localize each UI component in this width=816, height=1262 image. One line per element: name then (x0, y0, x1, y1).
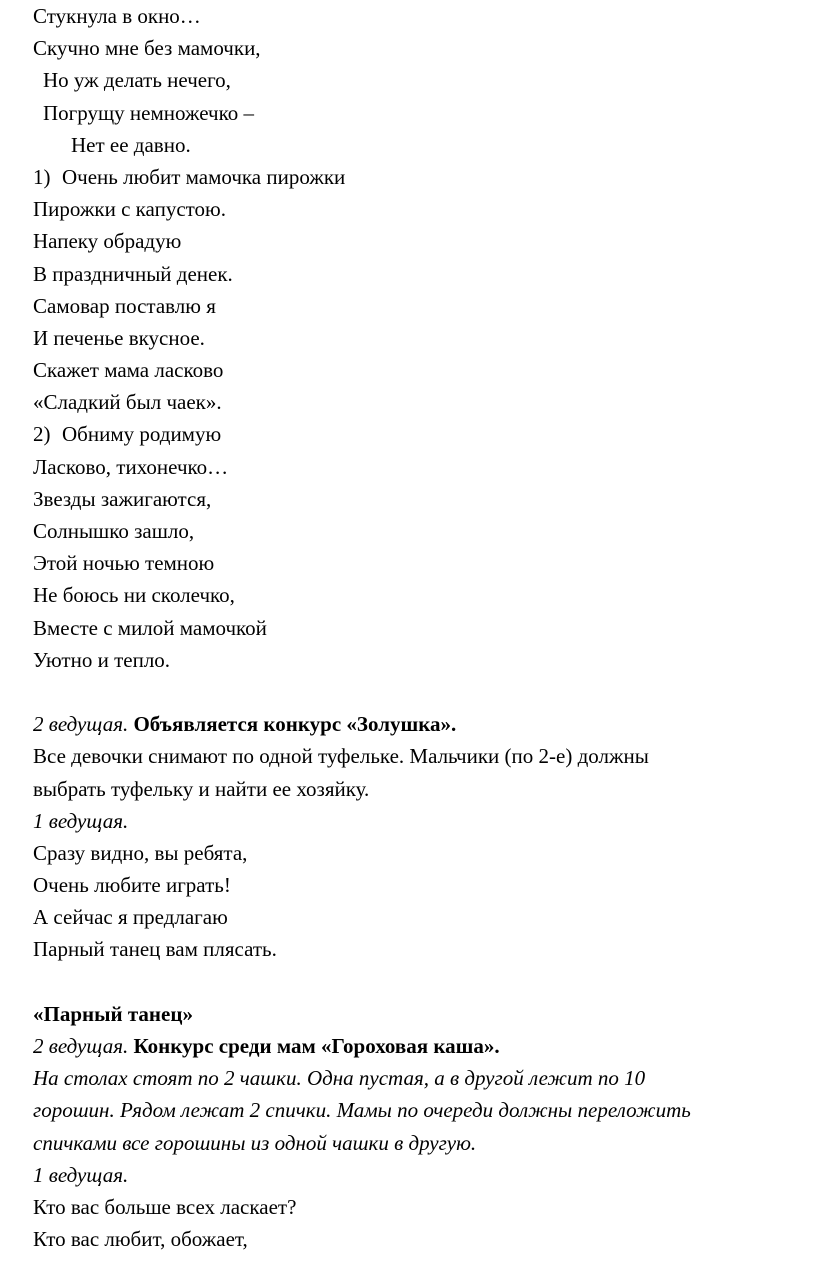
poem-line: Сразу видно, вы ребята, (33, 840, 248, 865)
blank-line (33, 966, 803, 998)
poem-line: И печенье вкусное. (33, 325, 205, 350)
document-page (33, 0, 803, 1255)
poem-line: Но уж делать нечего, (43, 68, 231, 93)
poem-line: Кто вас больше всех ласкает? (33, 1194, 297, 1219)
verse-first-line (33, 161, 803, 193)
contest-title: Объявляется конкурс «Золушка». (133, 712, 457, 737)
poem-line: Вместе с милой мамочкой (33, 615, 267, 640)
verse-first-text: Очень любит мамочка пирожки (62, 164, 346, 189)
poem-line: Не боюсь ни сколечко, (33, 583, 235, 608)
poem-line: Очень любите играть! (33, 873, 231, 898)
poem-line: Этой ночью темною (33, 551, 215, 576)
stanza-top (33, 0, 803, 161)
contest-title: Конкурс среди мам «Гороховая каша». (133, 1034, 500, 1058)
contest-heading (33, 708, 803, 740)
poem-line: Скажет мама ласково (33, 358, 224, 383)
dance-title: «Парный танец» (33, 1001, 193, 1026)
poem-line: Напеку обрадую (33, 229, 182, 254)
contest-text: горошин. Рядом лежат 2 спички. Мамы по очереди должны переложить (33, 1098, 691, 1123)
poem-line: В праздничный денек. (33, 261, 233, 286)
poem-line: Звезды зажигаются, (33, 486, 212, 511)
host-speech-2 (33, 1159, 803, 1256)
poem-line: Кто вас любит, обожает, (33, 1227, 248, 1252)
verse-1 (33, 161, 803, 419)
poem-line: Ласково, тихонечко… (33, 454, 229, 479)
contest-cinderella (33, 708, 803, 805)
poem-line: Пирожки с капустою. (33, 197, 226, 222)
speaker-label: 2 ведущая. (33, 1034, 129, 1058)
contest-text: спичками все горошины из одной чашки в другую. (33, 1130, 477, 1155)
poem-line: А сейчас я предлагаю (33, 905, 228, 930)
poem-line: Солнышко зашло, (33, 519, 195, 543)
blank-line (33, 676, 803, 708)
host-speech-1 (33, 805, 803, 966)
poem-line: Скучно мне без мамочки, (33, 36, 261, 61)
poem-line: Погрущу немножечко – (43, 100, 254, 125)
contest-heading (33, 1030, 803, 1062)
contest-text: На столах стоят по 2 чашки. Одна пустая, а в другой лежит по 10 (33, 1066, 646, 1091)
poem-line: «Сладкий был чаек». (33, 390, 222, 415)
poem-line: Самовар поставлю я (33, 293, 216, 318)
contest-text: Все девочки снимают по одной туфельке. Мальчики (по 2-е) должны (33, 744, 649, 769)
contest-text: выбрать туфельку и найти ее хозяйку. (33, 776, 370, 801)
contest-pea-porridge (33, 1030, 803, 1159)
verse-first-line (33, 418, 803, 450)
poem-line: Стукнула в окно… (33, 4, 201, 28)
verse-2 (33, 418, 803, 676)
poem-line: Парный танец вам плясать. (33, 937, 277, 962)
verse-number: 2) (33, 422, 51, 447)
speaker-label: 1 ведущая. (33, 1162, 129, 1187)
verse-number: 1) (33, 164, 51, 189)
speaker-label: 2 ведущая. (33, 712, 129, 737)
poem-line: Уютно и тепло. (33, 647, 171, 672)
poem-line: Нет ее давно. (71, 132, 191, 157)
speaker-label: 1 ведущая. (33, 808, 129, 833)
verse-first-text: Обниму родимую (62, 422, 222, 447)
